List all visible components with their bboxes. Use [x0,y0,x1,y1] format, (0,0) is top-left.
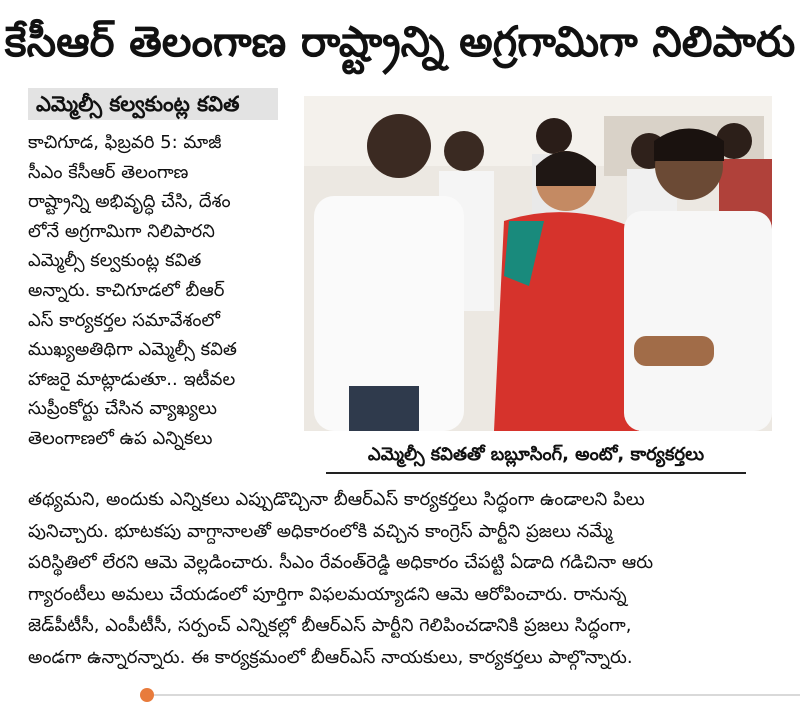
bottom-rule [148,694,800,696]
column-line: హాజరై మాట్లాడుతూ.. ఇటీవల [28,368,236,390]
photo-caption: ఎమ్మెల్సీ కవితతో బబ్లూసింగ్, అంటో, కార్యకర్తలు [326,438,746,474]
news-photo [304,96,772,431]
body-line: పునిచ్చారు. భూటకపు వాగ్దానాలతో అధికారంలోకి వచ్చిన కాంగ్రెస్ పార్టీని ప్రజలు నమ్మే [28,520,613,542]
body-line: తథ్యమని, అందుకు ఎన్నికలు ఎప్పుడొచ్చినా బీఆర్ఎస్ కార్యకర్తలు సిద్ధంగా ఉండాలని పిలు [28,489,645,510]
headline: కేసీఆర్ తెలంగాణ రాష్ట్రాన్ని అగ్రగామిగా నిలిపారు [4,17,796,66]
body-line: జెడ్‌పీటీసీ, ఎంపీటీసీ, సర్పంచ్ ఎన్నికల్లో బీఆర్ఎస్ పార్టీని గెలిపించడానికి ప్రజలు సిద్ధంగా, [28,615,632,636]
column-line: ముఖ్యఅతిథిగా ఎమ్మెల్సీ కవిత [28,339,237,361]
column-line: తెలంగాణలో ఉప ఎన్నికలు [28,427,213,449]
group-photo-illustration [304,96,772,431]
column-line: కాచిగూడ, ఫిబ్రవరి 5: మాజీ [28,132,222,153]
column-line: సుప్రీంకోర్టు చేసిన వ్యాఖ్యలు [28,398,218,420]
article-column [28,128,286,454]
body-line: అండగా ఉన్నారన్నారు. ఈ కార్యక్రమంలో బీఆర్ఎస్ నాయకులు, కార్యకర్తలు పాల్గొన్నారు. [28,646,633,668]
column-line: ఎమ్మెల్సీ కల్వకుంట్ల కవిత [28,250,202,272]
column-line: రాష్ట్రాన్ని అభివృద్ధి చేసి, దేశం [28,191,231,213]
bullet-dot-icon [140,688,154,702]
byline: ఎమ్మెల్సీ కల్వకుంట్ల కవిత [28,88,278,120]
body-line: గ్యారంటీలు అమలు చేయడంలో పూర్తిగా విఫలమయ్యాడని ఆమె ఆరోపించారు. రానున్న [28,583,627,605]
body-line: పరిస్థితిలో లేరని ఆమె వెల్లడించారు. సీఎం రేవంత్‌రెడ్డి అధికారం చేపట్టి ఏడాది గడిచినా ఆరు [28,552,654,573]
column-line: సీఎం కేసీఆర్ తెలంగాణ [28,161,189,183]
column-line: లోనే అగ్రగామిగా నిలిపారని [28,220,215,242]
article-full-width-text [28,484,770,673]
column-line: అన్నారు. కాచిగూడలో బీఆర్ [28,279,225,301]
column-line: ఎస్ కార్యకర్తల సమావేశంలో [28,309,221,331]
